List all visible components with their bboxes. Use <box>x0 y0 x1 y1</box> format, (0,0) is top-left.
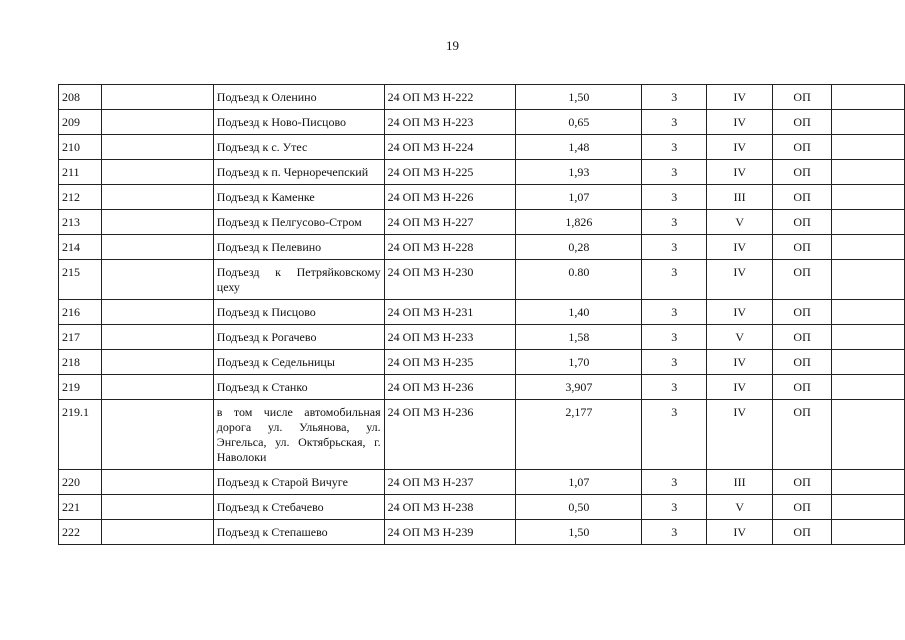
significance-cell: ОП <box>773 235 832 260</box>
empty-cell <box>832 350 905 375</box>
empty-cell <box>101 375 213 400</box>
road-name-cell: Подъезд к Седельницы <box>213 350 384 375</box>
row-number-cell: 221 <box>59 495 102 520</box>
lanes-cell: 3 <box>642 325 707 350</box>
lanes-cell: 3 <box>642 495 707 520</box>
lanes-cell: 3 <box>642 210 707 235</box>
empty-cell <box>101 135 213 160</box>
empty-cell <box>832 110 905 135</box>
empty-cell <box>832 300 905 325</box>
row-number-cell: 219.1 <box>59 400 102 470</box>
significance-cell: ОП <box>773 300 832 325</box>
empty-cell <box>101 350 213 375</box>
row-number-cell: 208 <box>59 85 102 110</box>
empty-cell <box>832 185 905 210</box>
road-name-cell: Подъезд к Оленино <box>213 85 384 110</box>
roads-table <box>58 84 905 545</box>
category-cell: IV <box>707 520 773 545</box>
lanes-cell: 3 <box>642 160 707 185</box>
row-number-cell: 211 <box>59 160 102 185</box>
empty-cell <box>101 325 213 350</box>
road-code-cell: 24 ОП МЗ Н-223 <box>384 110 516 135</box>
row-number-cell: 222 <box>59 520 102 545</box>
table-row <box>59 160 905 185</box>
empty-cell <box>832 210 905 235</box>
road-code-cell: 24 ОП МЗ Н-237 <box>384 470 516 495</box>
category-cell: III <box>707 470 773 495</box>
empty-cell <box>832 260 905 300</box>
empty-cell <box>101 300 213 325</box>
table-row <box>59 375 905 400</box>
road-name-cell: Подъезд к Пелевино <box>213 235 384 260</box>
empty-cell <box>101 185 213 210</box>
row-number-cell: 214 <box>59 235 102 260</box>
category-cell: IV <box>707 235 773 260</box>
empty-cell <box>101 85 213 110</box>
significance-cell: ОП <box>773 470 832 495</box>
empty-cell <box>832 520 905 545</box>
table-row <box>59 260 905 300</box>
significance-cell: ОП <box>773 375 832 400</box>
road-code-cell: 24 ОП МЗ Н-227 <box>384 210 516 235</box>
empty-cell <box>832 375 905 400</box>
row-number-cell: 220 <box>59 470 102 495</box>
length-cell: 3,907 <box>516 375 642 400</box>
significance-cell: ОП <box>773 185 832 210</box>
category-cell: IV <box>707 350 773 375</box>
length-cell: 1,48 <box>516 135 642 160</box>
table-row <box>59 300 905 325</box>
lanes-cell: 3 <box>642 185 707 210</box>
road-name-cell: Подъезд к Каменке <box>213 185 384 210</box>
row-number-cell: 216 <box>59 300 102 325</box>
empty-cell <box>101 210 213 235</box>
road-code-cell: 24 ОП МЗ Н-236 <box>384 375 516 400</box>
road-name-cell: Подъезд к с. Утес <box>213 135 384 160</box>
length-cell: 1,07 <box>516 185 642 210</box>
row-number-cell: 219 <box>59 375 102 400</box>
road-code-cell: 24 ОП МЗ Н-230 <box>384 260 516 300</box>
lanes-cell: 3 <box>642 520 707 545</box>
significance-cell: ОП <box>773 350 832 375</box>
length-cell: 1,93 <box>516 160 642 185</box>
road-name-cell: Подъезд к Степашево <box>213 520 384 545</box>
lanes-cell: 3 <box>642 375 707 400</box>
table-row <box>59 325 905 350</box>
category-cell: V <box>707 210 773 235</box>
empty-cell <box>101 495 213 520</box>
significance-cell: ОП <box>773 260 832 300</box>
length-cell: 1,826 <box>516 210 642 235</box>
table-row <box>59 185 905 210</box>
row-number-cell: 213 <box>59 210 102 235</box>
road-name-cell: Подъезд к п. Черноречепский <box>213 160 384 185</box>
empty-cell <box>101 520 213 545</box>
road-code-cell: 24 ОП МЗ Н-226 <box>384 185 516 210</box>
road-code-cell: 24 ОП МЗ Н-238 <box>384 495 516 520</box>
road-name-cell: Подъезд к Старой Вичуге <box>213 470 384 495</box>
length-cell: 0,65 <box>516 110 642 135</box>
road-code-cell: 24 ОП МЗ Н-231 <box>384 300 516 325</box>
category-cell: V <box>707 325 773 350</box>
table-row <box>59 350 905 375</box>
length-cell: 1,50 <box>516 520 642 545</box>
table-row <box>59 470 905 495</box>
empty-cell <box>832 325 905 350</box>
significance-cell: ОП <box>773 325 832 350</box>
lanes-cell: 3 <box>642 235 707 260</box>
row-number-cell: 210 <box>59 135 102 160</box>
road-name-cell: Подъезд к Стебачево <box>213 495 384 520</box>
row-number-cell: 215 <box>59 260 102 300</box>
road-name-cell: Подъезд к Рогачево <box>213 325 384 350</box>
empty-cell <box>832 85 905 110</box>
empty-cell <box>832 135 905 160</box>
significance-cell: ОП <box>773 210 832 235</box>
road-code-cell: 24 ОП МЗ Н-228 <box>384 235 516 260</box>
significance-cell: ОП <box>773 135 832 160</box>
length-cell: 1,70 <box>516 350 642 375</box>
empty-cell <box>101 160 213 185</box>
significance-cell: ОП <box>773 160 832 185</box>
category-cell: IV <box>707 85 773 110</box>
length-cell: 1,07 <box>516 470 642 495</box>
row-number-cell: 217 <box>59 325 102 350</box>
category-cell: IV <box>707 160 773 185</box>
table-row <box>59 400 905 470</box>
significance-cell: ОП <box>773 495 832 520</box>
table-row <box>59 235 905 260</box>
empty-cell <box>832 400 905 470</box>
significance-cell: ОП <box>773 85 832 110</box>
road-code-cell: 24 ОП МЗ Н-236 <box>384 400 516 470</box>
length-cell: 0,28 <box>516 235 642 260</box>
empty-cell <box>101 235 213 260</box>
empty-cell <box>832 495 905 520</box>
lanes-cell: 3 <box>642 470 707 495</box>
table-row <box>59 135 905 160</box>
length-cell: 1,50 <box>516 85 642 110</box>
empty-cell <box>101 400 213 470</box>
lanes-cell: 3 <box>642 110 707 135</box>
road-name-cell: Подъезд к Ново-Писцово <box>213 110 384 135</box>
road-code-cell: 24 ОП МЗ Н-224 <box>384 135 516 160</box>
road-code-cell: 24 ОП МЗ Н-235 <box>384 350 516 375</box>
page-number: 19 <box>446 38 459 53</box>
significance-cell: ОП <box>773 400 832 470</box>
lanes-cell: 3 <box>642 85 707 110</box>
empty-cell <box>832 235 905 260</box>
length-cell: 0.80 <box>516 260 642 300</box>
category-cell: IV <box>707 260 773 300</box>
length-cell: 1,40 <box>516 300 642 325</box>
length-cell: 0,50 <box>516 495 642 520</box>
road-name-cell: Подъезд к Пелгусово-Стром <box>213 210 384 235</box>
road-name-cell: Подъезд к Писцово <box>213 300 384 325</box>
length-cell: 2,177 <box>516 400 642 470</box>
empty-cell <box>101 260 213 300</box>
lanes-cell: 3 <box>642 135 707 160</box>
road-code-cell: 24 ОП МЗ Н-225 <box>384 160 516 185</box>
empty-cell <box>101 110 213 135</box>
empty-cell <box>832 470 905 495</box>
category-cell: IV <box>707 300 773 325</box>
category-cell: IV <box>707 135 773 160</box>
lanes-cell: 3 <box>642 350 707 375</box>
empty-cell <box>832 160 905 185</box>
length-cell: 1,58 <box>516 325 642 350</box>
road-name-cell: в том числе автомобильная дорога ул. Ульянова, ул. Энгельса, ул. Октябрьская, г. Наволоки <box>213 400 384 470</box>
table-row <box>59 85 905 110</box>
lanes-cell: 3 <box>642 400 707 470</box>
category-cell: IV <box>707 375 773 400</box>
category-cell: IV <box>707 110 773 135</box>
category-cell: III <box>707 185 773 210</box>
road-code-cell: 24 ОП МЗ Н-239 <box>384 520 516 545</box>
row-number-cell: 218 <box>59 350 102 375</box>
significance-cell: ОП <box>773 520 832 545</box>
category-cell: V <box>707 495 773 520</box>
lanes-cell: 3 <box>642 300 707 325</box>
table-body <box>59 85 905 545</box>
row-number-cell: 212 <box>59 185 102 210</box>
row-number-cell: 209 <box>59 110 102 135</box>
category-cell: IV <box>707 400 773 470</box>
lanes-cell: 3 <box>642 260 707 300</box>
significance-cell: ОП <box>773 110 832 135</box>
table-row <box>59 520 905 545</box>
road-code-cell: 24 ОП МЗ Н-233 <box>384 325 516 350</box>
table-row <box>59 495 905 520</box>
road-code-cell: 24 ОП МЗ Н-222 <box>384 85 516 110</box>
table-row <box>59 110 905 135</box>
road-name-cell: Подъезд к Станко <box>213 375 384 400</box>
empty-cell <box>101 470 213 495</box>
road-name-cell: Подъезд к Петряйковскому цеху <box>213 260 384 300</box>
table-row <box>59 210 905 235</box>
